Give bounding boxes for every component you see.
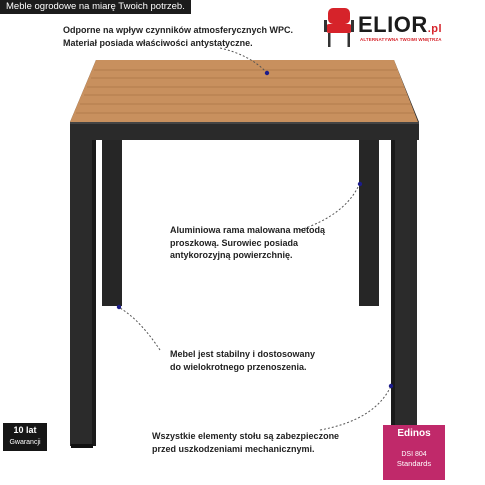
certificate-subtitle: Standards [396, 459, 432, 468]
leader-line-wpc [220, 48, 266, 72]
note-secured [152, 430, 339, 455]
warranty-years: 10 lat [13, 425, 37, 435]
note-stable-line-1: Mebel jest stabilny i dostosowany [170, 349, 316, 359]
brand-suffix: .pl [427, 23, 443, 35]
callout-dot-secured [389, 384, 393, 388]
brand-name: ELIOR [358, 12, 428, 37]
callout-dot-frame [358, 182, 362, 186]
note-secured-line-2: przed uszkodzeniami mechanicznymi. [152, 443, 315, 454]
callout-dot-wpc [265, 71, 269, 75]
note-frame-line-2: proszkową. Surowiec posiada [170, 237, 299, 248]
callout-dot-stable [117, 305, 121, 309]
note-wpc-line-2: Materiał posiada właściwości antystatyczne. [63, 37, 253, 48]
note-frame-line-3: antykorozyjną powierzchnię. [170, 250, 293, 260]
note-wpc [63, 24, 293, 49]
certificate-code: DSI 804 [401, 451, 427, 458]
note-wpc-line-1: Odporne na wpływ czynników atmosferycznych WPC. [63, 25, 294, 35]
warranty-label: Gwarancji [9, 439, 41, 446]
note-stable-line-2: do wielokrotnego przenoszenia. [170, 361, 307, 372]
note-frame [170, 224, 325, 262]
note-secured-line-1: Wszystkie elementy stołu są zabezpieczone [152, 431, 340, 441]
top-banner: Meble ogrodowe na miarę Twoich potrzeb. [0, 0, 191, 14]
leader-line-secured [320, 386, 391, 430]
brand-tagline: ALTERNATYWNA TWOIMI WNĘTRZA [360, 37, 442, 42]
note-frame-line-1: Aluminiowa rama malowana metodą [170, 225, 326, 235]
certificate-badge [383, 425, 445, 480]
note-stable [170, 348, 315, 373]
warranty-badge [3, 423, 47, 451]
certificate-title: Edinos [397, 428, 431, 439]
leader-line-stable [120, 308, 160, 350]
